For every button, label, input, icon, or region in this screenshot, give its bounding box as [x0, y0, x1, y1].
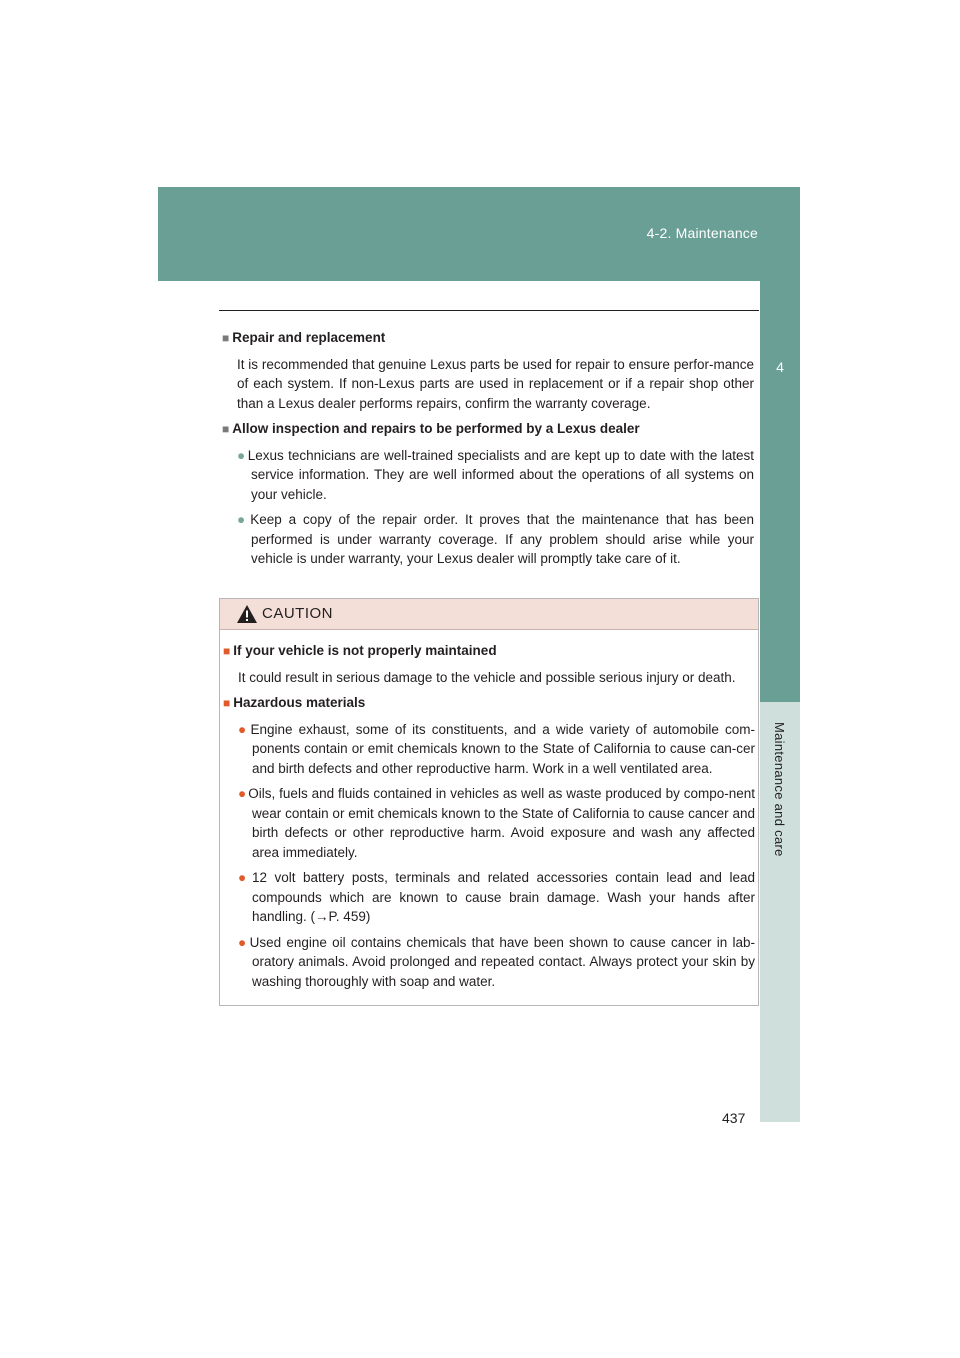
- square-bullet-icon: ■: [223, 696, 231, 710]
- round-bullet-icon: ●: [238, 721, 249, 737]
- header-band: [158, 187, 800, 281]
- chapter-number: 4: [776, 359, 784, 375]
- square-bullet-icon: ■: [222, 331, 230, 345]
- section-heading: ■ Allow inspection and repairs to be performed by a Lexus dealer: [222, 421, 640, 436]
- round-bullet-icon: ●: [238, 870, 250, 885]
- list-item: ● Lexus technicians are well-trained specialists and are kept up to date with the latest service information. They are well informed about the operations of all systems on your vehicle.: [237, 447, 755, 502]
- list-item: ● Keep a copy of the repair order. It proves that the maintenance that has been performed is under warranty coverage. If any problem should arise while your vehicle is under warranty, your Lexus dealer will promptly take care of it.: [237, 512, 754, 566]
- list-item: ● Oils, fuels and fluids contained in vehicles as well as waste produced by compo-nent wear contain or emit chemicals known to the State of California to cause cancer and birth defects or other reproductive harm. Avoid exposure and wash any affected area immediately.: [238, 786, 756, 860]
- list-item: ● Used engine oil contains chemicals that have been shown to cause cancer in lab-oratory animals. Avoid prolonged and repeated contact. Always protect your skin by washing thoroughly with soap and water.: [238, 934, 755, 989]
- warning-triangle-icon: [236, 604, 258, 624]
- caution-heading: ■ Hazardous materials: [223, 695, 366, 710]
- round-bullet-icon: ●: [237, 447, 246, 463]
- caution-heading: ■ If your vehicle is not properly maintained: [223, 643, 497, 658]
- square-bullet-icon: ■: [223, 644, 231, 658]
- round-bullet-icon: ●: [238, 934, 248, 950]
- caution-paragraph: It could result in serious damage to the vehicle and possible serious injury or death.: [238, 669, 736, 685]
- section-heading: ■ Repair and replacement: [222, 330, 386, 345]
- top-divider: [219, 310, 759, 311]
- list-item: ● Engine exhaust, some of its constituents, and a wide variety of automobile com-ponents contain or emit chemicals known to the State of California to cause can-cer and birth defects and other reproductive harm. Work in a well ventilated area.: [238, 721, 755, 776]
- chapter-label: Maintenance and care: [772, 722, 787, 857]
- caution-box: [219, 598, 759, 1006]
- chapter-tab: [760, 281, 800, 702]
- section-title: 4-2. Maintenance: [646, 225, 758, 241]
- square-bullet-icon: ■: [222, 422, 230, 436]
- caution-body: [223, 641, 755, 997]
- page-number: 437: [722, 1110, 746, 1126]
- caution-header: [220, 599, 758, 630]
- chapter-tab-label: [760, 702, 800, 1122]
- list-item: ● 12 volt battery posts, terminals and related accessories contain lead and lead compounds which are known to cause brain damage. Wash your hands after handling. (→P. 459): [238, 870, 755, 924]
- caution-title: CAUTION: [262, 605, 333, 622]
- round-bullet-icon: ●: [238, 786, 247, 801]
- main-content: [222, 328, 754, 575]
- round-bullet-icon: ●: [237, 512, 249, 527]
- section-paragraph: It is recommended that genuine Lexus parts be used for repair to ensure perfor-mance of each system. If non-Lexus parts are used in replacement or if a repair shop other than a Lexus dealer performs repairs, confirm the warranty coverage.: [237, 356, 754, 411]
